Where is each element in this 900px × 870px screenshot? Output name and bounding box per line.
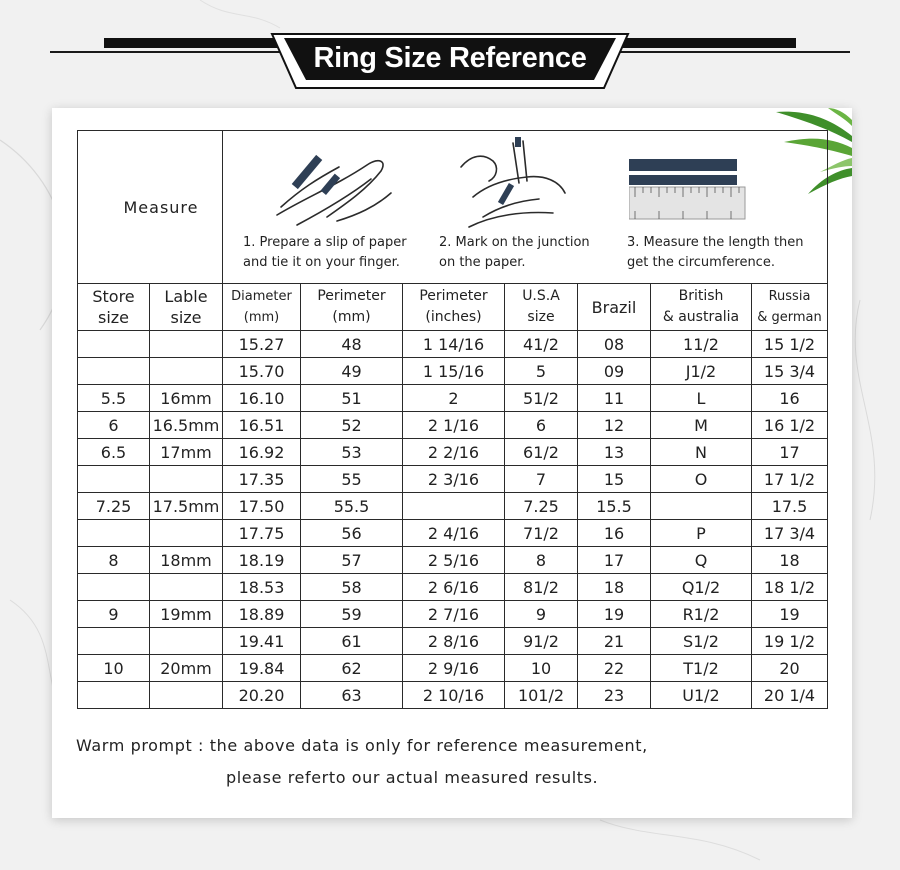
table-cell: 2 6/16 bbox=[403, 574, 505, 601]
table-cell: 19mm bbox=[150, 601, 223, 628]
table-row bbox=[78, 358, 828, 385]
table-row bbox=[78, 547, 828, 574]
table-cell: 2 10/16 bbox=[403, 682, 505, 709]
col-store-size: Store size bbox=[78, 284, 150, 331]
table-cell: 17.35 bbox=[223, 466, 301, 493]
table-cell: 6 bbox=[78, 412, 150, 439]
table-cell: 17 bbox=[578, 547, 651, 574]
table-cell: 09 bbox=[578, 358, 651, 385]
table-cell: 5.5 bbox=[78, 385, 150, 412]
table-cell: 15 1/2 bbox=[752, 331, 828, 358]
table-cell: 17 1/2 bbox=[752, 466, 828, 493]
table-cell: 2 8/16 bbox=[403, 628, 505, 655]
table-row bbox=[78, 655, 828, 682]
table-row bbox=[78, 439, 828, 466]
table-cell: 63 bbox=[301, 682, 403, 709]
step-1-line1: 1. Prepare a slip of paper bbox=[243, 235, 407, 250]
table-cell: 18 bbox=[752, 547, 828, 574]
table-cell: 2 3/16 bbox=[403, 466, 505, 493]
table-cell: 8 bbox=[505, 547, 578, 574]
table-cell: 15.70 bbox=[223, 358, 301, 385]
table-row bbox=[78, 601, 828, 628]
table-cell: 71/2 bbox=[505, 520, 578, 547]
table-cell: T1/2 bbox=[651, 655, 752, 682]
table-cell bbox=[78, 682, 150, 709]
table-cell: 17mm bbox=[150, 439, 223, 466]
table-cell: 2 bbox=[403, 385, 505, 412]
table-cell: 7 bbox=[505, 466, 578, 493]
table-row bbox=[78, 466, 828, 493]
table-cell: P bbox=[651, 520, 752, 547]
table-cell: 91/2 bbox=[505, 628, 578, 655]
col-diameter: Diameter (mm) bbox=[223, 284, 301, 331]
table-cell: 17 3/4 bbox=[752, 520, 828, 547]
table-cell: 18 1/2 bbox=[752, 574, 828, 601]
table-cell: 56 bbox=[301, 520, 403, 547]
table-cell: 20mm bbox=[150, 655, 223, 682]
col-lable-size: Lable size bbox=[150, 284, 223, 331]
table-cell: 19 bbox=[752, 601, 828, 628]
table-cell: 61/2 bbox=[505, 439, 578, 466]
table-cell: 19.84 bbox=[223, 655, 301, 682]
warm-prompt-line1: Warm prompt : the above data is only for reference measurement, bbox=[76, 736, 648, 755]
table-cell bbox=[78, 628, 150, 655]
table-cell: 58 bbox=[301, 574, 403, 601]
warm-prompt-line2: please referto our actual measured results. bbox=[226, 768, 599, 787]
table-cell: 18.89 bbox=[223, 601, 301, 628]
table-cell bbox=[651, 493, 752, 520]
table-cell: 48 bbox=[301, 331, 403, 358]
table-cell: 2 4/16 bbox=[403, 520, 505, 547]
step-2 bbox=[423, 131, 603, 283]
table-cell: 17.5mm bbox=[150, 493, 223, 520]
table-cell: 6 bbox=[505, 412, 578, 439]
table-cell: 13 bbox=[578, 439, 651, 466]
table-cell: 17.5 bbox=[752, 493, 828, 520]
step-2-line1: 2. Mark on the junction bbox=[439, 235, 590, 250]
table-cell: 19.41 bbox=[223, 628, 301, 655]
table-cell: 16mm bbox=[150, 385, 223, 412]
column-header-row bbox=[78, 284, 828, 331]
table-cell: 19 bbox=[578, 601, 651, 628]
table-cell: 18 bbox=[578, 574, 651, 601]
table-cell bbox=[150, 628, 223, 655]
table-cell: 51 bbox=[301, 385, 403, 412]
table-cell: 8 bbox=[78, 547, 150, 574]
table-cell: 41/2 bbox=[505, 331, 578, 358]
table-row bbox=[78, 520, 828, 547]
ruler-icon bbox=[629, 157, 749, 221]
table-cell: 18mm bbox=[150, 547, 223, 574]
table-cell: S1/2 bbox=[651, 628, 752, 655]
table-cell: 20 1/4 bbox=[752, 682, 828, 709]
table-cell: 2 5/16 bbox=[403, 547, 505, 574]
step-3 bbox=[603, 131, 827, 283]
table-cell bbox=[150, 574, 223, 601]
table-row bbox=[78, 385, 828, 412]
table-cell: O bbox=[651, 466, 752, 493]
step-3-line2: get the circumference. bbox=[627, 255, 775, 270]
table-cell: 18.19 bbox=[223, 547, 301, 574]
page-title: Ring Size Reference bbox=[313, 42, 587, 74]
table-cell: U1/2 bbox=[651, 682, 752, 709]
table-row bbox=[78, 682, 828, 709]
table-row bbox=[78, 331, 828, 358]
table-cell bbox=[78, 520, 150, 547]
table-cell: 16 bbox=[578, 520, 651, 547]
table-cell: N bbox=[651, 439, 752, 466]
table-cell: 19 1/2 bbox=[752, 628, 828, 655]
table-cell: L bbox=[651, 385, 752, 412]
table-row bbox=[78, 574, 828, 601]
table-cell: 10 bbox=[505, 655, 578, 682]
step-1-line2: and tie it on your finger. bbox=[243, 255, 400, 270]
measure-label: Measure bbox=[78, 131, 223, 284]
table-cell: 11/2 bbox=[651, 331, 752, 358]
table-cell: Q1/2 bbox=[651, 574, 752, 601]
table-cell: 17.75 bbox=[223, 520, 301, 547]
table-cell: 15.5 bbox=[578, 493, 651, 520]
table-cell bbox=[150, 358, 223, 385]
table-cell: 10 bbox=[78, 655, 150, 682]
table-cell: 23 bbox=[578, 682, 651, 709]
table-cell: 5 bbox=[505, 358, 578, 385]
table-cell: 57 bbox=[301, 547, 403, 574]
col-russia-german: Russia & german bbox=[752, 284, 828, 331]
table-cell: 81/2 bbox=[505, 574, 578, 601]
table-cell bbox=[150, 682, 223, 709]
table-cell: 2 9/16 bbox=[403, 655, 505, 682]
table-cell: M bbox=[651, 412, 752, 439]
table-cell: R1/2 bbox=[651, 601, 752, 628]
measure-steps-cell bbox=[223, 131, 828, 284]
table-row bbox=[78, 628, 828, 655]
table-cell bbox=[150, 520, 223, 547]
table-cell: 17.50 bbox=[223, 493, 301, 520]
col-perimeter-inches: Perimeter (inches) bbox=[403, 284, 505, 331]
table-cell: 16.92 bbox=[223, 439, 301, 466]
table-cell: 2 2/16 bbox=[403, 439, 505, 466]
col-perimeter-mm: Perimeter (mm) bbox=[301, 284, 403, 331]
table-cell: 08 bbox=[578, 331, 651, 358]
table-cell: 15 bbox=[578, 466, 651, 493]
table-cell: 9 bbox=[505, 601, 578, 628]
table-cell bbox=[78, 331, 150, 358]
table-cell: 1 14/16 bbox=[403, 331, 505, 358]
table-cell: Q bbox=[651, 547, 752, 574]
step-2-line2: on the paper. bbox=[439, 255, 526, 270]
col-usa-size: U.S.A size bbox=[505, 284, 578, 331]
table-cell: 62 bbox=[301, 655, 403, 682]
table-cell: 9 bbox=[78, 601, 150, 628]
table-cell bbox=[78, 358, 150, 385]
table-cell: 53 bbox=[301, 439, 403, 466]
ring-size-table bbox=[77, 130, 828, 709]
table-cell: 22 bbox=[578, 655, 651, 682]
table-cell: 16.5mm bbox=[150, 412, 223, 439]
measure-row bbox=[78, 131, 828, 284]
table-cell: 16.51 bbox=[223, 412, 301, 439]
table-cell: 49 bbox=[301, 358, 403, 385]
table-cell: J1/2 bbox=[651, 358, 752, 385]
table-cell: 7.25 bbox=[505, 493, 578, 520]
table-cell: 55 bbox=[301, 466, 403, 493]
table-cell: 17 bbox=[752, 439, 828, 466]
table-cell: 20.20 bbox=[223, 682, 301, 709]
table-cell bbox=[150, 466, 223, 493]
table-cell: 20 bbox=[752, 655, 828, 682]
col-brazil: Brazil bbox=[578, 284, 651, 331]
table-cell: 16 bbox=[752, 385, 828, 412]
table-cell: 21 bbox=[578, 628, 651, 655]
table-cell: 15.27 bbox=[223, 331, 301, 358]
table-cell bbox=[403, 493, 505, 520]
table-cell bbox=[150, 331, 223, 358]
table-cell: 1 15/16 bbox=[403, 358, 505, 385]
table-cell: 51/2 bbox=[505, 385, 578, 412]
step-1 bbox=[223, 131, 423, 283]
table-cell: 11 bbox=[578, 385, 651, 412]
finger-wrap-icon bbox=[267, 145, 397, 231]
table-cell: 16.10 bbox=[223, 385, 301, 412]
table-cell: 12 bbox=[578, 412, 651, 439]
table-cell: 55.5 bbox=[301, 493, 403, 520]
step-3-line1: 3. Measure the length then bbox=[627, 235, 804, 250]
col-british-australia: British & australia bbox=[651, 284, 752, 331]
table-cell: 101/2 bbox=[505, 682, 578, 709]
table-cell: 18.53 bbox=[223, 574, 301, 601]
table-cell: 61 bbox=[301, 628, 403, 655]
table-cell: 16 1/2 bbox=[752, 412, 828, 439]
table-row bbox=[78, 493, 828, 520]
table-cell bbox=[78, 466, 150, 493]
pen-mark-icon bbox=[453, 137, 573, 233]
table-cell: 6.5 bbox=[78, 439, 150, 466]
table-row bbox=[78, 412, 828, 439]
table-cell: 15 3/4 bbox=[752, 358, 828, 385]
size-rows bbox=[78, 331, 828, 709]
table-cell: 2 1/16 bbox=[403, 412, 505, 439]
table-cell: 59 bbox=[301, 601, 403, 628]
table-cell: 2 7/16 bbox=[403, 601, 505, 628]
table-cell: 7.25 bbox=[78, 493, 150, 520]
table-cell bbox=[78, 574, 150, 601]
table-cell: 52 bbox=[301, 412, 403, 439]
